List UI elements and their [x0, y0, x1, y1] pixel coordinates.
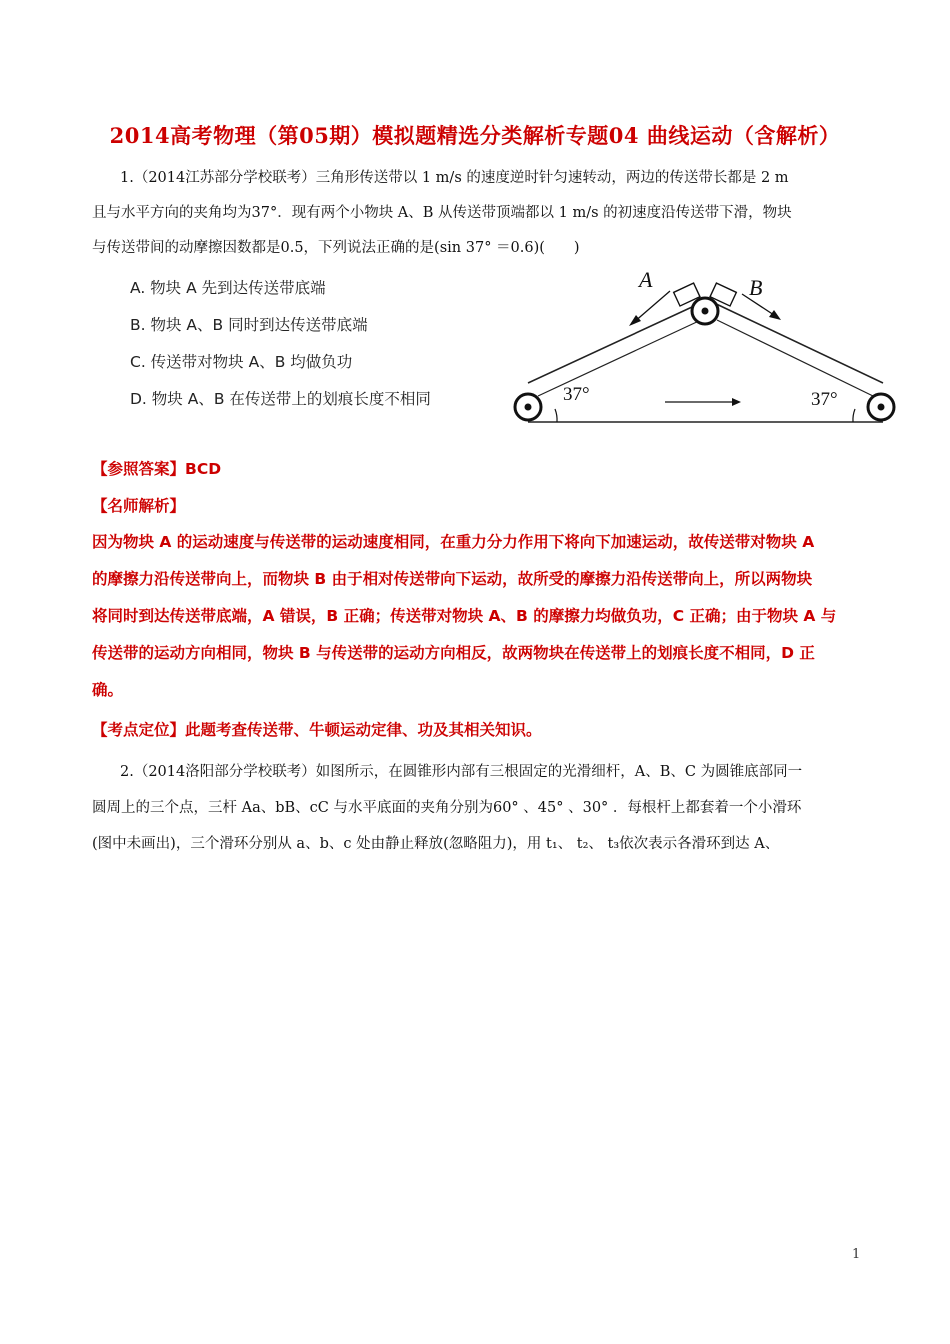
page-number: 1: [852, 1247, 861, 1262]
analysis-line-4: 传送带的运动方向相同，物块 B 与传送带的运动方向相反，故两物块在传送带上的划痕长度不相同，D 正: [92, 644, 815, 662]
analysis-line-2: 的摩擦力沿传送带向上，而物块 B 由于相对传送带向下运动，故所受的摩擦力沿传送带向上，所以两物块: [92, 570, 813, 588]
q1-line-3: 与传送带间的动摩擦因数都是0.5，下列说法正确的是(sin 37° ＝0.6)( ): [92, 240, 580, 256]
q1-line-2: 且与水平方向的夹角均为37°．现有两个小物块 A、B 从传送带顶端都以 1 m/s 的初速度沿传送带下滑，物块: [92, 205, 792, 221]
analysis-line-1: 因为物块 A 的运动速度与传送带的运动速度相同，在重力分力作用下将向下加速运动，故传送带对物块 A: [92, 533, 815, 551]
q2-line-1: 2.（2014洛阳部分学校联考）如图所示，在圆锥形内部有三根固定的光滑细杆，A、B、C 为圆锥底部同一: [120, 764, 803, 780]
pulley-top: [692, 298, 718, 324]
q2-line-3: (图中未画出)，三个滑环分别从 a、b、c 处由静止释放(忽略阻力)，用 t₁、 t₂、 t₃依次表示各滑环到达 A、: [92, 836, 780, 852]
answer-value: BCD: [185, 460, 222, 478]
answer-label: 【参照答案】: [92, 460, 186, 478]
q1-line-1: 1.（2014江苏部分学校联考）三角形传送带以 1 m/s 的速度逆时针匀速转动，两边的传送带长都是 2 m: [120, 170, 789, 186]
q1-option-c: C. 传送带对物块 A、B 均做负功: [130, 353, 353, 371]
q1-option-b: B. 物块 A、B 同时到达传送带底端: [130, 316, 368, 334]
belt-right-bottom: [717, 320, 873, 396]
angle-arc-left: [555, 409, 557, 422]
kaodian-label: 【考点定位】: [92, 721, 186, 739]
answer-row: [92, 457, 221, 479]
q2-line-2: 圆周上的三个点，三杆 Aa、bB、cC 与水平底面的夹角分别为60° 、45° 、30° ．每根杆上都套着一个小滑环: [92, 800, 802, 816]
angle-label-left: 37°: [563, 384, 590, 405]
analysis-line-3: 将同时到达传送带底端，A 错误，B 正确；传送带对物块 A、B 的摩擦力均做负功，C 正确；由于物块 A 与: [92, 607, 837, 625]
arrow-a-head: [629, 315, 641, 326]
analysis-line-5: 确。: [92, 681, 124, 699]
pulley-right: [868, 394, 894, 420]
page-title: 2014高考物理（第05期）模拟题精选分类解析专题04 曲线运动（含解析）: [109, 123, 841, 148]
kaodian-row: [92, 718, 542, 740]
belt-left-top: [528, 301, 705, 383]
arrow-b-head: [769, 310, 781, 320]
q1-option-d: D. 物块 A、B 在传送带上的划痕长度不相同: [130, 390, 431, 408]
conveyor-belt-figure: [505, 265, 910, 435]
belt-right-top: [710, 301, 883, 383]
angle-label-right: 37°: [811, 389, 838, 410]
pulley-left: [515, 394, 541, 420]
q1-option-a: A. 物块 A 先到达传送带底端: [130, 279, 326, 297]
analysis-label: 【名师解析】: [92, 497, 186, 515]
belt-direction-arrow-head: [732, 398, 741, 406]
analysis-block: [92, 524, 882, 709]
label-a: A: [639, 267, 653, 292]
angle-arc-right: [853, 409, 855, 422]
label-b: B: [749, 275, 763, 300]
kaodian-text: 此题考查传送带、牛顿运动定律、功及其相关知识。: [185, 721, 542, 739]
